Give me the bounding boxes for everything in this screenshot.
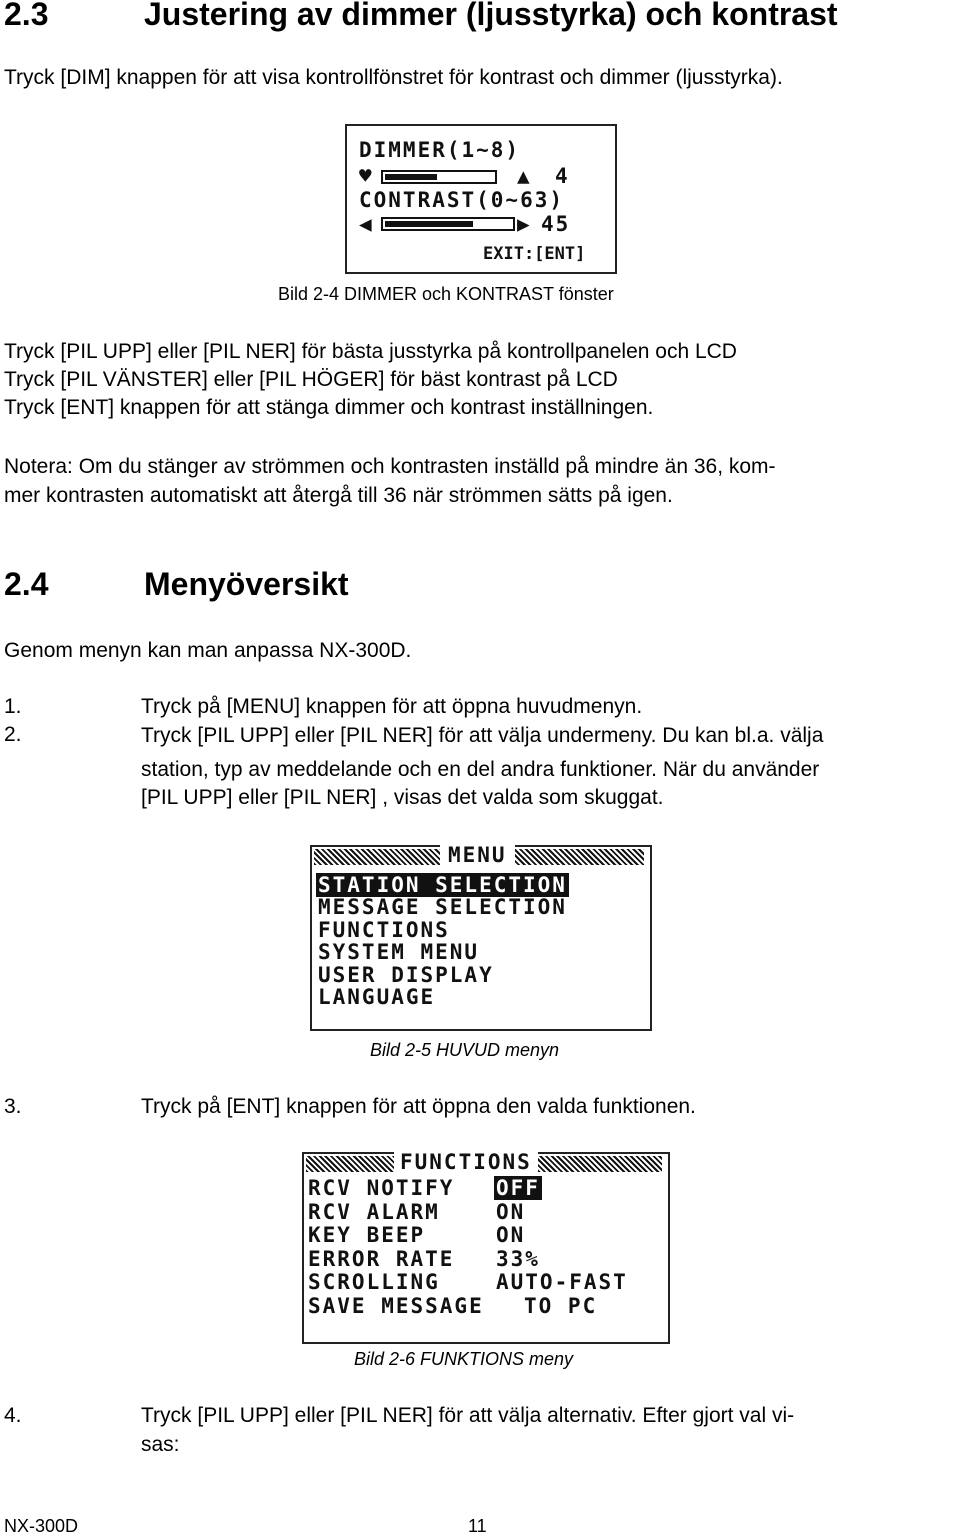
function-value-key-beep[interactable]: ON [496, 1223, 526, 1247]
figure-caption-2-6: Bild 2-6 FUNKTIONS meny [354, 1349, 574, 1369]
function-value-rcv-alarm[interactable]: ON [496, 1200, 526, 1224]
dimmer-level-fill [385, 174, 437, 180]
instruction-line: Tryck [PIL VÄNSTER] eller [PIL HÖGER] för bäst kontrast på LCD [4, 368, 618, 391]
function-name-error-rate[interactable]: ERROR RATE [308, 1247, 455, 1271]
menu-item-system-menu[interactable]: SYSTEM MENU [318, 940, 480, 964]
section-title: Menyöversikt [144, 566, 349, 602]
menu-item-language[interactable]: LANGUAGE [318, 985, 436, 1009]
step-text: Tryck [PIL UPP] eller [PIL NER] för att välja undermeny. Du kan bl.a. välja [141, 724, 824, 747]
arrow-left-icon: ◀ [359, 212, 374, 236]
section-title: Justering av dimmer (ljusstyrka) och kontrast [144, 0, 838, 32]
arrow-right-icon: ▶ [517, 212, 532, 236]
section-number: 2.4 [4, 566, 49, 602]
exit-hint: EXIT:[ENT] [483, 244, 586, 264]
menu-item-message-selection[interactable]: MESSAGE SELECTION [318, 895, 567, 919]
contrast-level-bar [381, 217, 515, 231]
function-value-rcv-notify[interactable]: OFF [496, 1176, 540, 1200]
instruction-line: Tryck [ENT] knappen för att stänga dimmer och kontrast inställningen. [4, 396, 654, 419]
step-text: Tryck på [ENT] knappen för att öppna den valda funktionen. [141, 1095, 696, 1118]
function-name-key-beep[interactable]: KEY BEEP [308, 1223, 426, 1247]
dimmer-label: DIMMER(1~8) [359, 138, 521, 162]
contrast-level-fill [385, 221, 473, 227]
step-text: Tryck [PIL UPP] eller [PIL NER] för att välja alternativ. Efter gjort val vi- [141, 1404, 795, 1427]
menu-title: MENU [440, 843, 515, 867]
footer-page-number: 11 [468, 1516, 487, 1536]
step-number: 4. [4, 1404, 22, 1427]
menu-item-station-selection[interactable]: STATION SELECTION [318, 873, 567, 897]
function-name-scrolling[interactable]: SCROLLING [308, 1270, 440, 1294]
step-text: sas: [141, 1433, 180, 1456]
note-line: mer kontrasten automatiskt att återgå till 36 när strömmen sätts på igen. [4, 484, 673, 507]
note-line: Notera: Om du stänger av strömmen och kontrasten inställd på mindre än 36, kom- [4, 455, 776, 478]
heart-icon: ♥ [359, 164, 374, 188]
function-value-save-message[interactable]: TO PC [524, 1294, 598, 1318]
functions-title: FUNCTIONS [394, 1150, 538, 1174]
section-number: 2.3 [4, 0, 49, 32]
intro-paragraph: Tryck [DIM] knappen för att visa kontrollfönstret för kontrast och dimmer (ljusstyrka). [4, 66, 783, 89]
dimmer-value: 4 [555, 164, 570, 188]
function-value-scrolling[interactable]: AUTO-FAST [496, 1270, 628, 1294]
function-name-save-message[interactable]: SAVE MESSAGE [308, 1294, 484, 1318]
menu-item-user-display[interactable]: USER DISPLAY [318, 963, 494, 987]
step-number: 1. [4, 695, 22, 718]
dimmer-level-bar [381, 170, 497, 184]
contrast-label: CONTRAST(0~63) [359, 188, 565, 212]
step-text: station, typ av meddelande och en del andra funktioner. När du använder [141, 758, 820, 781]
instruction-line: Tryck [PIL UPP] eller [PIL NER] för bästa jusstyrka på kontrollpanelen och LCD [4, 340, 737, 363]
step-number: 3. [4, 1095, 22, 1118]
main-menu-screen [310, 845, 652, 1031]
menu-item-functions[interactable]: FUNCTIONS [318, 918, 450, 942]
function-value-error-rate[interactable]: 33% [496, 1247, 540, 1271]
figure-caption-2-4: Bild 2-4 DIMMER och KONTRAST fönster [278, 284, 614, 304]
arrow-up-icon: ▲ [517, 164, 532, 188]
menu-intro: Genom menyn kan man anpassa NX-300D. [4, 639, 412, 662]
function-name-rcv-alarm[interactable]: RCV ALARM [308, 1200, 440, 1224]
function-name-rcv-notify[interactable]: RCV NOTIFY [308, 1176, 455, 1200]
footer-model: NX-300D [4, 1516, 79, 1536]
step-text: Tryck på [MENU] knappen för att öppna huvudmenyn. [141, 695, 643, 718]
step-text: [PIL UPP] eller [PIL NER] , visas det valda som skuggat. [141, 786, 664, 809]
contrast-value: 45 [541, 212, 571, 236]
step-number: 2. [4, 723, 22, 746]
dimmer-contrast-screen [345, 124, 617, 274]
figure-caption-2-5: Bild 2-5 HUVUD menyn [370, 1040, 560, 1060]
functions-screen [302, 1152, 670, 1344]
